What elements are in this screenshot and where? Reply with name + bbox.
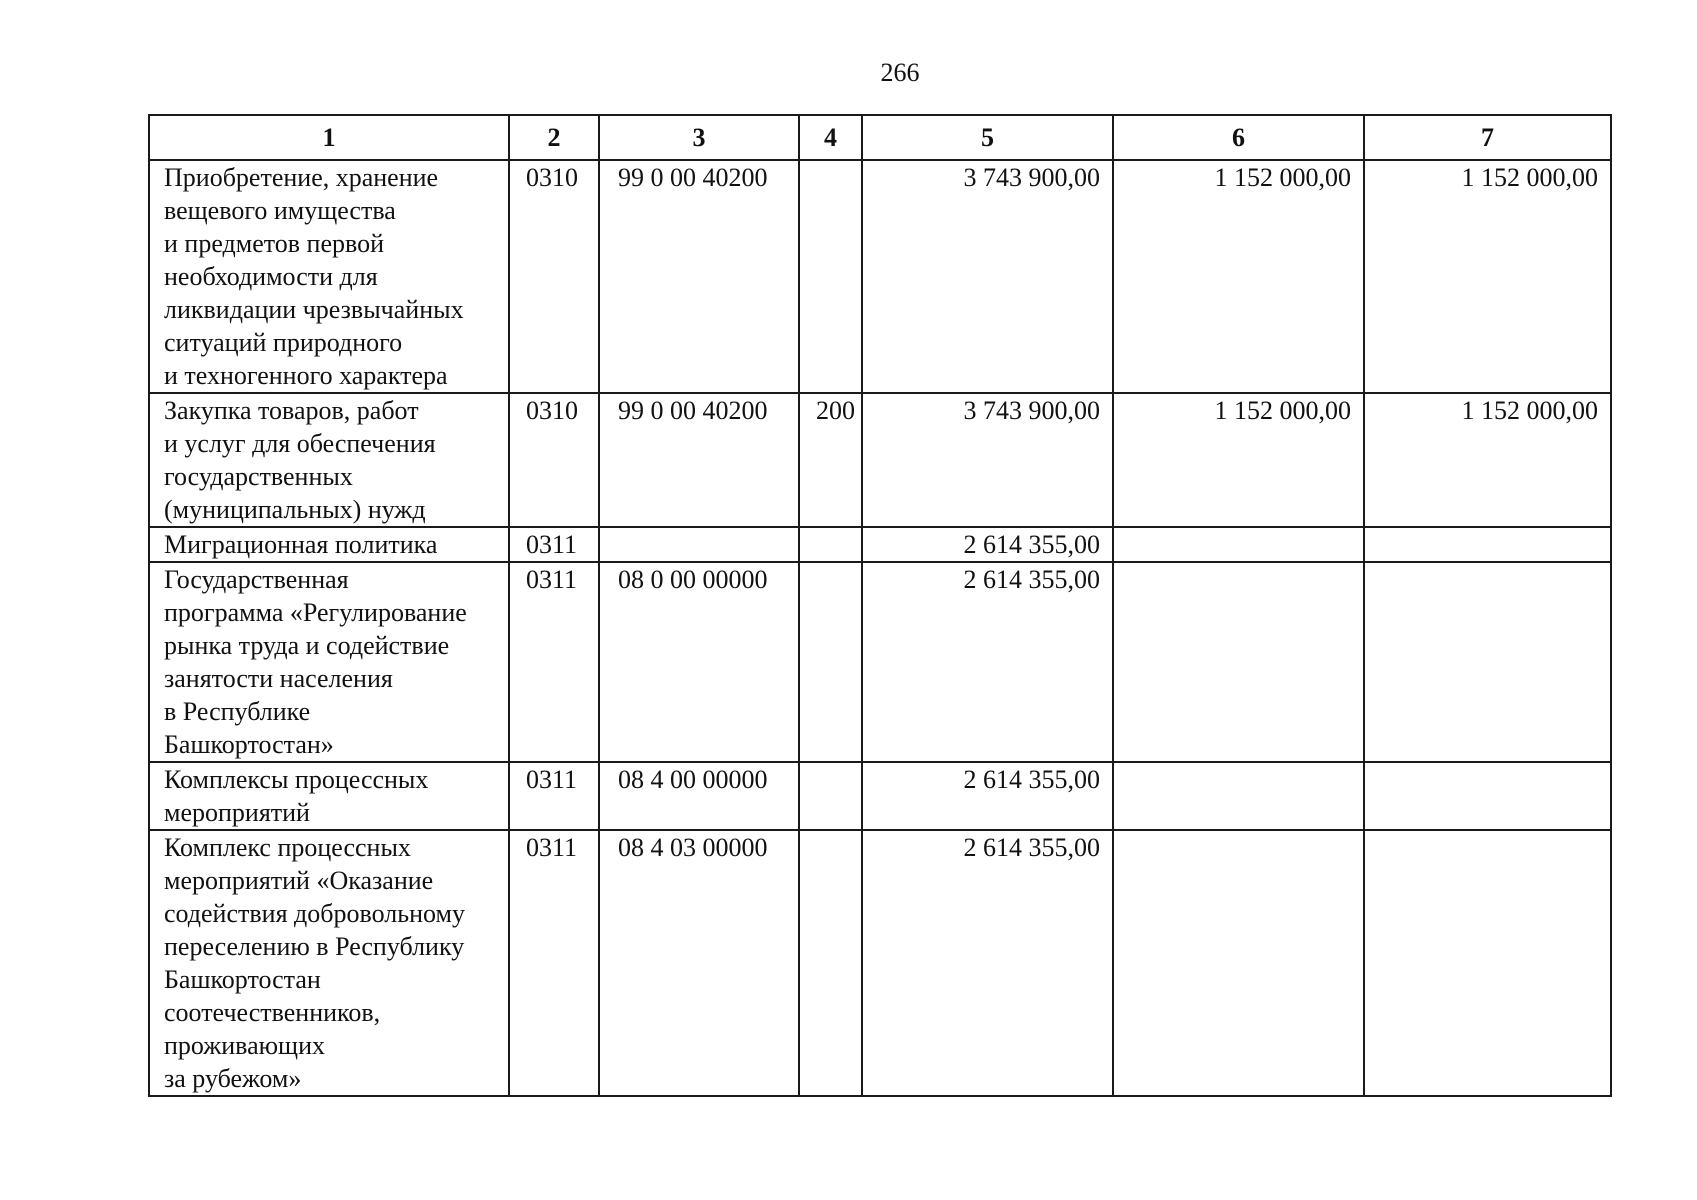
expense-type-code <box>799 562 862 762</box>
section-code: 0311 <box>509 762 599 830</box>
section-code: 0310 <box>509 393 599 527</box>
expense-type-code <box>799 160 862 393</box>
target-code: 08 0 00 00000 <box>599 562 799 762</box>
amount-cell <box>1113 830 1364 1096</box>
target-code: 99 0 00 40200 <box>599 393 799 527</box>
amount-cell <box>1364 527 1611 562</box>
section-code: 0310 <box>509 160 599 393</box>
table-row <box>149 562 1611 762</box>
section-code: 0311 <box>509 562 599 762</box>
amount-cell: 2 614 355,00 <box>862 762 1113 830</box>
amount-cell <box>1113 562 1364 762</box>
column-header: 6 <box>1113 115 1364 160</box>
amount-cell: 2 614 355,00 <box>862 527 1113 562</box>
target-code: 08 4 00 00000 <box>599 762 799 830</box>
row-name: Государственная программа «Регулирование рынка труда и содействие занятости населения в Республике Башкортостан» <box>149 562 509 762</box>
table-header-row <box>149 115 1611 160</box>
row-name: Приобретение, хранение вещевого имущества и предметов первой необходимости для ликвидации чрезвычайных ситуаций природного и техногенного характера <box>149 160 509 393</box>
amount-cell: 1 152 000,00 <box>1364 393 1611 527</box>
expense-type-code <box>799 762 862 830</box>
table-row <box>149 527 1611 562</box>
column-header: 2 <box>509 115 599 160</box>
column-header: 3 <box>599 115 799 160</box>
target-code: 08 4 03 00000 <box>599 830 799 1096</box>
table-row <box>149 160 1611 393</box>
amount-cell: 3 743 900,00 <box>862 160 1113 393</box>
row-name: Закупка товаров, работ и услуг для обеспечения государственных (муниципальных) нужд <box>149 393 509 527</box>
amount-cell: 2 614 355,00 <box>862 830 1113 1096</box>
row-name: Комплекс процессных мероприятий «Оказание содействия добровольному переселению в Республику Башкортостан соотечественников, проживающих за рубежом» <box>149 830 509 1096</box>
amount-cell <box>1364 762 1611 830</box>
row-name: Комплексы процессных мероприятий <box>149 762 509 830</box>
amount-cell <box>1364 562 1611 762</box>
amount-cell <box>1364 830 1611 1096</box>
section-code: 0311 <box>509 527 599 562</box>
table-row <box>149 762 1611 830</box>
amount-cell <box>1113 527 1364 562</box>
expense-type-code: 200 <box>799 393 862 527</box>
table-row <box>149 830 1611 1096</box>
target-code: 99 0 00 40200 <box>599 160 799 393</box>
page-number: 266 <box>880 58 920 87</box>
column-header: 1 <box>149 115 509 160</box>
amount-cell: 3 743 900,00 <box>862 393 1113 527</box>
column-header: 5 <box>862 115 1113 160</box>
amount-cell: 1 152 000,00 <box>1113 393 1364 527</box>
budget-table <box>148 114 1612 1097</box>
expense-type-code <box>799 527 862 562</box>
amount-cell: 1 152 000,00 <box>1113 160 1364 393</box>
row-name: Миграционная политика <box>149 527 509 562</box>
amount-cell: 2 614 355,00 <box>862 562 1113 762</box>
column-header: 7 <box>1364 115 1611 160</box>
expense-type-code <box>799 830 862 1096</box>
amount-cell: 1 152 000,00 <box>1364 160 1611 393</box>
section-code: 0311 <box>509 830 599 1096</box>
column-header: 4 <box>799 115 862 160</box>
table-row <box>149 393 1611 527</box>
target-code <box>599 527 799 562</box>
amount-cell <box>1113 762 1364 830</box>
